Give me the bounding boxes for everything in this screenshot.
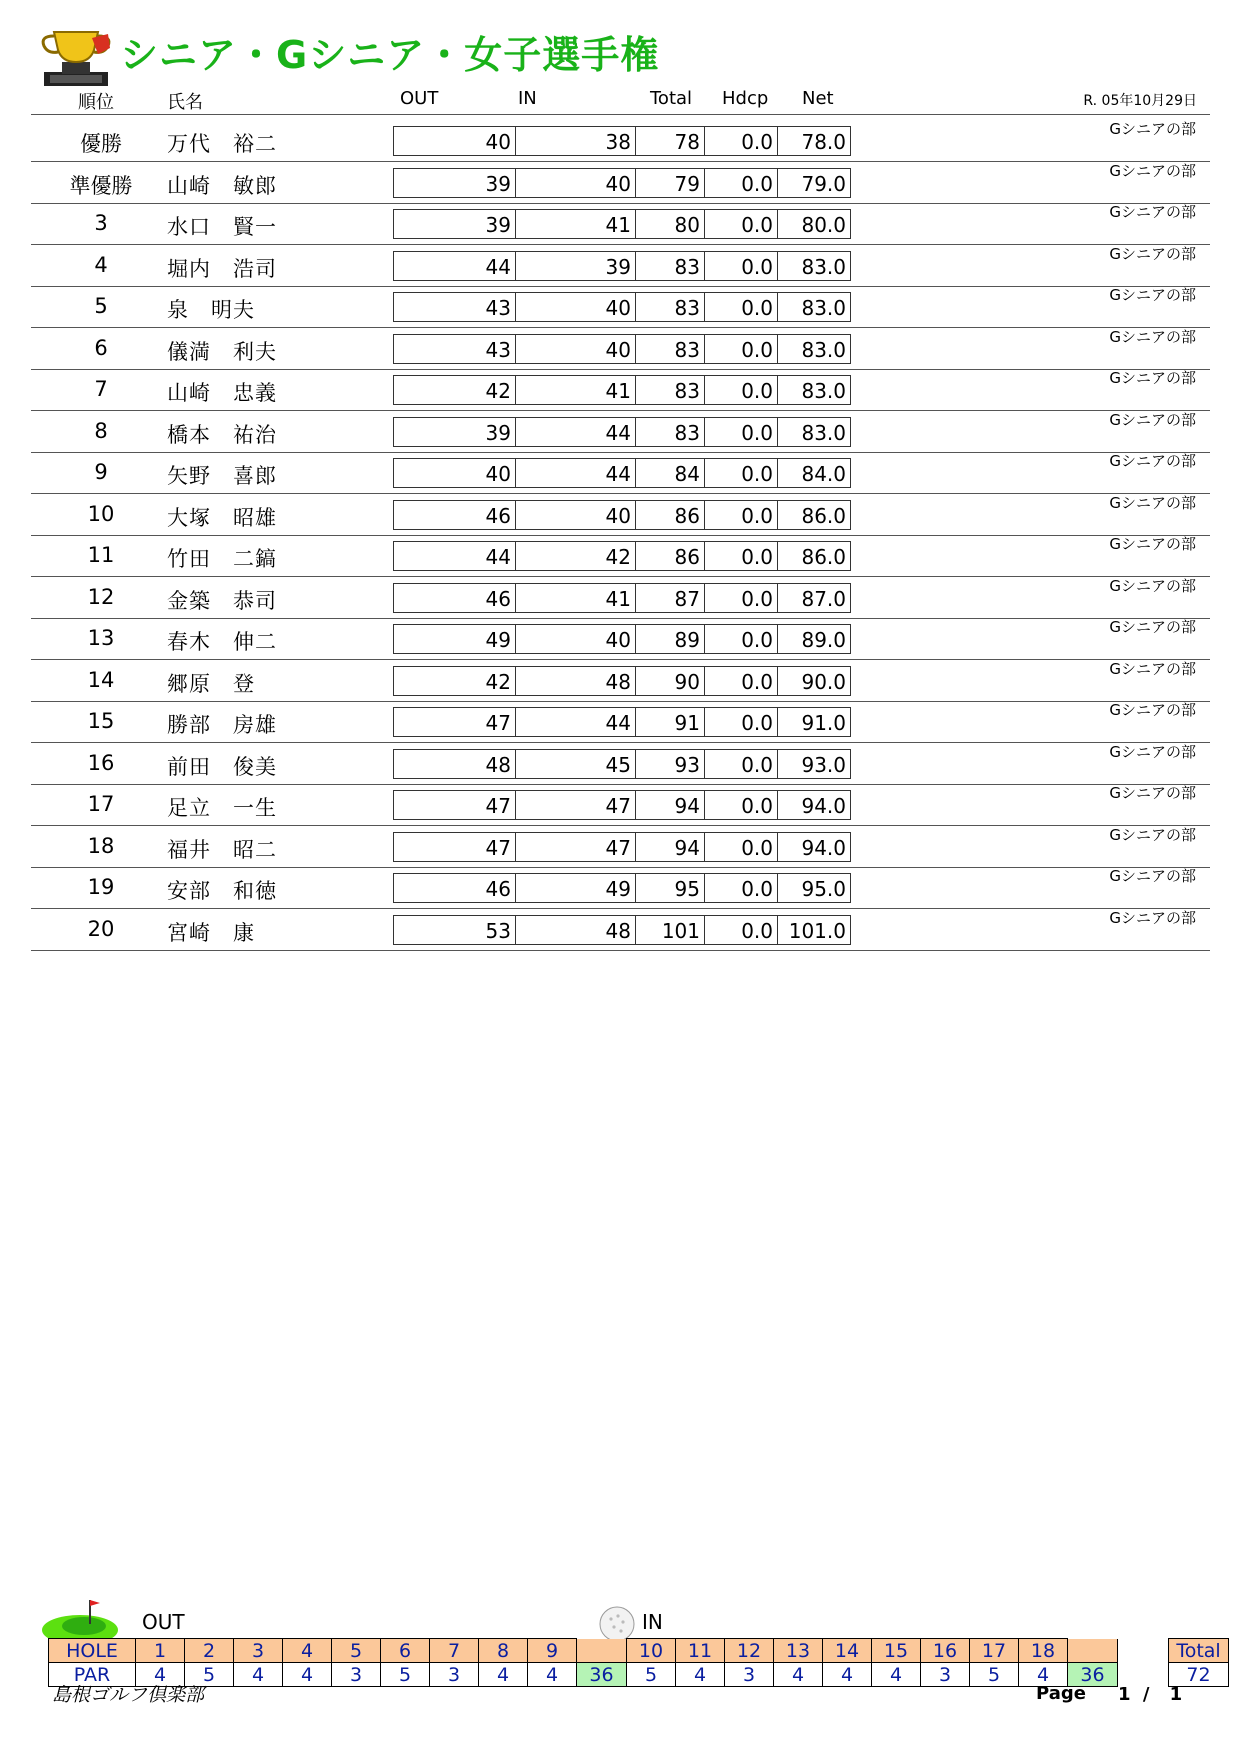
out-score: 44 <box>485 254 511 279</box>
score-box <box>393 417 851 447</box>
player-name: 前田 俊美 <box>167 754 277 779</box>
table-row <box>0 494 1240 536</box>
net-header: Net <box>802 88 834 109</box>
table-row <box>0 120 1240 162</box>
out-score: 40 <box>485 130 511 154</box>
division-label: Gシニアの部 <box>1109 369 1196 387</box>
in-score: 49 <box>515 874 635 902</box>
division-label: Gシニアの部 <box>1109 120 1196 138</box>
total-score: 83 <box>635 252 704 280</box>
net-score: 86.0 <box>777 542 850 570</box>
hole-number: 3 <box>234 1639 283 1663</box>
hdcp-score: 0.0 <box>704 376 777 404</box>
score-box <box>393 375 851 405</box>
hole-number: 9 <box>528 1639 577 1663</box>
total-score: 78 <box>635 127 704 155</box>
rank-cell: 17 <box>87 792 115 816</box>
out-score: 43 <box>485 296 511 320</box>
out-score: 43 <box>485 337 511 362</box>
hdcp-score: 0.0 <box>704 335 777 363</box>
rank-cell: 20 <box>87 916 115 941</box>
rank-cell: 準優勝 <box>69 173 133 198</box>
net-score: 83.0 <box>777 335 850 363</box>
hdcp-score: 0.0 <box>704 874 777 902</box>
in-par-total: 36 <box>1068 1663 1118 1687</box>
score-box <box>393 126 851 156</box>
rank-cell: 6 <box>94 335 108 360</box>
spacer <box>1118 1639 1169 1663</box>
total-score: 80 <box>635 210 704 238</box>
hole-number: 10 <box>627 1639 676 1663</box>
net-score: 94.0 <box>777 833 850 861</box>
player-name: 山崎 敏郎 <box>167 173 277 198</box>
hdcp-score: 0.0 <box>704 293 777 321</box>
rank-cell: 4 <box>94 252 108 277</box>
table-row <box>0 577 1240 619</box>
page-total: 1 <box>1169 1684 1183 1705</box>
total-score: 86 <box>635 542 704 570</box>
rank-cell: 5 <box>94 294 108 318</box>
total-score: 95 <box>635 874 704 902</box>
par-value: 4 <box>676 1663 725 1687</box>
table-row <box>0 203 1240 245</box>
par-value: 4 <box>283 1663 332 1687</box>
rank-cell: 15 <box>87 709 115 733</box>
score-box <box>393 707 851 737</box>
in-label: IN <box>642 1610 663 1634</box>
total-score: 90 <box>635 667 704 695</box>
hole-number: 12 <box>725 1639 774 1663</box>
hole-number: 6 <box>381 1639 430 1663</box>
net-score: 83.0 <box>777 293 850 321</box>
score-box <box>393 209 851 239</box>
out-score: 39 <box>485 213 511 237</box>
net-score: 87.0 <box>777 584 850 612</box>
par-value: 3 <box>725 1663 774 1687</box>
rank-cell: 11 <box>87 543 115 567</box>
score-box <box>393 541 851 571</box>
out-score: 42 <box>485 379 511 403</box>
row-divider <box>31 950 1210 951</box>
player-name: 大塚 昭雄 <box>167 505 277 530</box>
par-value: 4 <box>774 1663 823 1687</box>
rank-cell: 19 <box>87 875 115 899</box>
player-name: 万代 裕二 <box>167 132 277 156</box>
total-score: 83 <box>635 293 704 321</box>
in-header: IN <box>518 88 537 109</box>
hole-number: 14 <box>823 1639 872 1663</box>
par-value: 5 <box>627 1663 676 1687</box>
total-score: 84 <box>635 459 704 487</box>
table-row <box>0 535 1240 577</box>
division-label: Gシニアの部 <box>1109 452 1196 470</box>
division-label: Gシニアの部 <box>1109 825 1196 844</box>
hdcp-header: Hdcp <box>722 88 769 109</box>
score-box <box>393 583 851 613</box>
total-score: 93 <box>635 750 704 778</box>
hdcp-score: 0.0 <box>704 169 777 197</box>
total-score: 94 <box>635 833 704 861</box>
net-score: 79.0 <box>777 169 850 197</box>
par-value: 4 <box>872 1663 921 1687</box>
score-box <box>393 790 851 820</box>
player-name: 山崎 忠義 <box>167 381 277 405</box>
hdcp-score: 0.0 <box>704 916 777 944</box>
net-score: 95.0 <box>777 874 850 902</box>
page-current: 1 <box>1118 1684 1131 1705</box>
net-score: 83.0 <box>777 252 850 280</box>
table-row <box>0 286 1240 328</box>
rank-cell: 10 <box>87 501 115 526</box>
table-row <box>0 328 1240 370</box>
hole-row <box>49 1639 1229 1663</box>
player-name: 竹田 二鎬 <box>167 547 277 571</box>
in-score: 40 <box>515 501 635 529</box>
division-label: Gシニアの部 <box>1109 576 1196 595</box>
page-title: シニア・Gシニア・女子選手権 <box>120 33 660 77</box>
table-row <box>0 826 1240 868</box>
hdcp-score: 0.0 <box>704 833 777 861</box>
spacer <box>1118 1663 1169 1687</box>
rank-header: 順位 <box>78 92 114 113</box>
table-row <box>0 618 1240 660</box>
player-name: 安部 和徳 <box>167 879 277 903</box>
total-score: 86 <box>635 501 704 529</box>
hdcp-score: 0.0 <box>704 667 777 695</box>
rank-cell: 13 <box>87 626 115 650</box>
player-name: 堀内 浩司 <box>167 256 277 281</box>
in-score: 41 <box>515 376 635 404</box>
rank-cell: 7 <box>94 377 108 401</box>
rank-cell: 18 <box>87 833 115 858</box>
in-score: 48 <box>515 916 635 944</box>
out-score: 46 <box>485 503 511 528</box>
in-score: 48 <box>515 667 635 695</box>
division-label: Gシニアの部 <box>1109 327 1196 346</box>
score-box <box>393 832 851 862</box>
out-score: 53 <box>485 918 511 943</box>
division-label: Gシニアの部 <box>1109 244 1196 263</box>
net-score: 91.0 <box>777 708 850 736</box>
net-score: 94.0 <box>777 791 850 819</box>
division-label: Gシニアの部 <box>1109 161 1196 180</box>
division-label: Gシニアの部 <box>1109 493 1196 512</box>
out-label: OUT <box>142 1610 185 1634</box>
net-score: 93.0 <box>777 750 850 778</box>
in-score: 47 <box>515 833 635 861</box>
par-value: 4 <box>136 1663 185 1687</box>
hole-number: 11 <box>676 1639 725 1663</box>
player-name: 郷原 登 <box>167 671 255 696</box>
net-score: 90.0 <box>777 667 850 695</box>
hole-label: HOLE <box>49 1639 136 1663</box>
par-label: PAR <box>49 1663 136 1687</box>
hdcp-score: 0.0 <box>704 127 777 155</box>
par-value: 5 <box>970 1663 1019 1687</box>
player-name: 水口 賢一 <box>167 215 277 239</box>
in-score: 45 <box>515 750 635 778</box>
player-name: 宮崎 康 <box>167 920 255 945</box>
total-score: 83 <box>635 376 704 404</box>
par-value: 4 <box>823 1663 872 1687</box>
in-score: 40 <box>515 625 635 653</box>
in-subtotal-spacer <box>1068 1639 1118 1663</box>
hdcp-score: 0.0 <box>704 542 777 570</box>
hdcp-score: 0.0 <box>704 459 777 487</box>
division-label: Gシニアの部 <box>1109 742 1196 761</box>
score-box <box>393 749 851 779</box>
par-value: 3 <box>430 1663 479 1687</box>
table-row <box>0 162 1240 204</box>
hdcp-score: 0.0 <box>704 708 777 736</box>
total-score: 94 <box>635 791 704 819</box>
table-row <box>0 743 1240 785</box>
in-score: 42 <box>515 542 635 570</box>
page-label: Page <box>1036 1683 1086 1704</box>
out-score: 46 <box>485 877 511 901</box>
out-header: OUT <box>400 88 439 109</box>
par-value: 3 <box>332 1663 381 1687</box>
page-number <box>1118 1684 1182 1705</box>
hole-number: 8 <box>479 1639 528 1663</box>
out-par-total: 36 <box>577 1663 627 1687</box>
in-score: 40 <box>515 169 635 197</box>
par-value: 3 <box>921 1663 970 1687</box>
table-row <box>0 701 1240 743</box>
score-box <box>393 334 851 364</box>
par-value: 4 <box>234 1663 283 1687</box>
out-score: 47 <box>485 711 511 735</box>
player-name: 勝部 房雄 <box>167 713 277 737</box>
in-score: 44 <box>515 418 635 446</box>
in-score: 41 <box>515 584 635 612</box>
player-name: 儀満 利夫 <box>167 339 277 364</box>
score-box <box>393 251 851 281</box>
hdcp-score: 0.0 <box>704 625 777 653</box>
hole-number: 1 <box>136 1639 185 1663</box>
in-score: 40 <box>515 335 635 363</box>
score-box <box>393 873 851 903</box>
total-score: 91 <box>635 708 704 736</box>
division-label: Gシニアの部 <box>1109 867 1196 885</box>
in-score: 47 <box>515 791 635 819</box>
par-value: 4 <box>528 1663 577 1687</box>
in-score: 44 <box>515 708 635 736</box>
total-header: Total <box>650 88 693 109</box>
score-box <box>393 458 851 488</box>
par-value: 4 <box>479 1663 528 1687</box>
rank-cell: 12 <box>87 584 115 609</box>
player-name: 矢野 喜郎 <box>167 464 277 488</box>
out-score: 48 <box>485 752 511 777</box>
table-row <box>0 411 1240 453</box>
hdcp-score: 0.0 <box>704 791 777 819</box>
hole-number: 4 <box>283 1639 332 1663</box>
net-score: 89.0 <box>777 625 850 653</box>
division-label: Gシニアの部 <box>1109 784 1196 802</box>
event-date: R. 05年10月29日 <box>1083 93 1197 109</box>
hole-number: 18 <box>1019 1639 1068 1663</box>
net-score: 86.0 <box>777 501 850 529</box>
hdcp-score: 0.0 <box>704 501 777 529</box>
club-name: 島根ゴルフ倶楽部 <box>52 1684 205 1706</box>
out-score: 44 <box>485 545 511 569</box>
out-score: 42 <box>485 669 511 694</box>
hdcp-score: 0.0 <box>704 252 777 280</box>
hdcp-score: 0.0 <box>704 210 777 238</box>
division-label: Gシニアの部 <box>1109 286 1196 304</box>
hole-number: 15 <box>872 1639 921 1663</box>
player-name: 橋本 祐治 <box>167 422 277 447</box>
hole-number: 2 <box>185 1639 234 1663</box>
player-name: 福井 昭二 <box>167 837 277 862</box>
total-label: Total <box>1169 1639 1229 1663</box>
net-score: 78.0 <box>777 127 850 155</box>
score-box <box>393 915 851 945</box>
hdcp-score: 0.0 <box>704 750 777 778</box>
hole-number: 17 <box>970 1639 1019 1663</box>
net-score: 83.0 <box>777 418 850 446</box>
par-value: 4 <box>1019 1663 1068 1687</box>
table-row <box>0 867 1240 909</box>
division-label: Gシニアの部 <box>1109 659 1196 678</box>
in-score: 41 <box>515 210 635 238</box>
in-score: 44 <box>515 459 635 487</box>
table-row <box>0 452 1240 494</box>
player-name: 泉 明夫 <box>167 298 255 322</box>
total-score: 87 <box>635 584 704 612</box>
page-separator: / <box>1142 1684 1150 1705</box>
trophy-icon <box>36 28 116 88</box>
total-score: 79 <box>635 169 704 197</box>
rank-cell: 9 <box>94 460 108 484</box>
out-score: 47 <box>485 794 511 818</box>
score-box <box>393 168 851 198</box>
rank-cell: 3 <box>94 211 108 235</box>
division-label: Gシニアの部 <box>1109 618 1196 636</box>
par-value: 5 <box>185 1663 234 1687</box>
hdcp-score: 0.0 <box>704 418 777 446</box>
score-box <box>393 666 851 696</box>
division-label: Gシニアの部 <box>1109 701 1196 719</box>
name-header: 氏名 <box>167 92 203 113</box>
table-row <box>0 784 1240 826</box>
out-score: 49 <box>485 628 511 652</box>
in-score: 38 <box>515 127 635 155</box>
net-score: 83.0 <box>777 376 850 404</box>
par-value: 5 <box>381 1663 430 1687</box>
rank-cell: 16 <box>87 750 115 775</box>
out-score: 46 <box>485 586 511 611</box>
player-name: 金築 恭司 <box>167 588 277 613</box>
hdcp-score: 0.0 <box>704 584 777 612</box>
rank-cell: 8 <box>94 418 108 443</box>
rank-cell: 優勝 <box>80 132 122 156</box>
out-score: 47 <box>485 835 511 860</box>
out-score: 39 <box>485 420 511 445</box>
division-label: Gシニアの部 <box>1109 410 1196 429</box>
hole-number: 7 <box>430 1639 479 1663</box>
player-name: 足立 一生 <box>167 796 277 820</box>
player-name: 春木 伸二 <box>167 630 277 654</box>
net-score: 84.0 <box>777 459 850 487</box>
score-box <box>393 624 851 654</box>
total-score: 101 <box>635 916 704 944</box>
net-score: 101.0 <box>777 916 850 944</box>
course-par-table <box>48 1638 1229 1687</box>
table-row <box>0 369 1240 411</box>
in-score: 40 <box>515 293 635 321</box>
in-score: 39 <box>515 252 635 280</box>
total-score: 83 <box>635 335 704 363</box>
out-score: 40 <box>485 462 511 486</box>
hole-number: 5 <box>332 1639 381 1663</box>
table-row <box>0 909 1240 951</box>
hole-number: 13 <box>774 1639 823 1663</box>
total-score: 89 <box>635 625 704 653</box>
total-score: 83 <box>635 418 704 446</box>
division-label: Gシニアの部 <box>1109 535 1196 553</box>
division-label: Gシニアの部 <box>1109 908 1196 927</box>
table-row <box>0 245 1240 287</box>
net-score: 80.0 <box>777 210 850 238</box>
table-row <box>0 660 1240 702</box>
rank-cell: 14 <box>87 667 115 692</box>
hole-number: 16 <box>921 1639 970 1663</box>
header-divider <box>31 114 1210 115</box>
out-subtotal-spacer <box>577 1639 627 1663</box>
score-box <box>393 292 851 322</box>
score-box <box>393 500 851 530</box>
division-label: Gシニアの部 <box>1109 203 1196 221</box>
out-score: 39 <box>485 171 511 196</box>
total-par: 72 <box>1169 1663 1229 1687</box>
